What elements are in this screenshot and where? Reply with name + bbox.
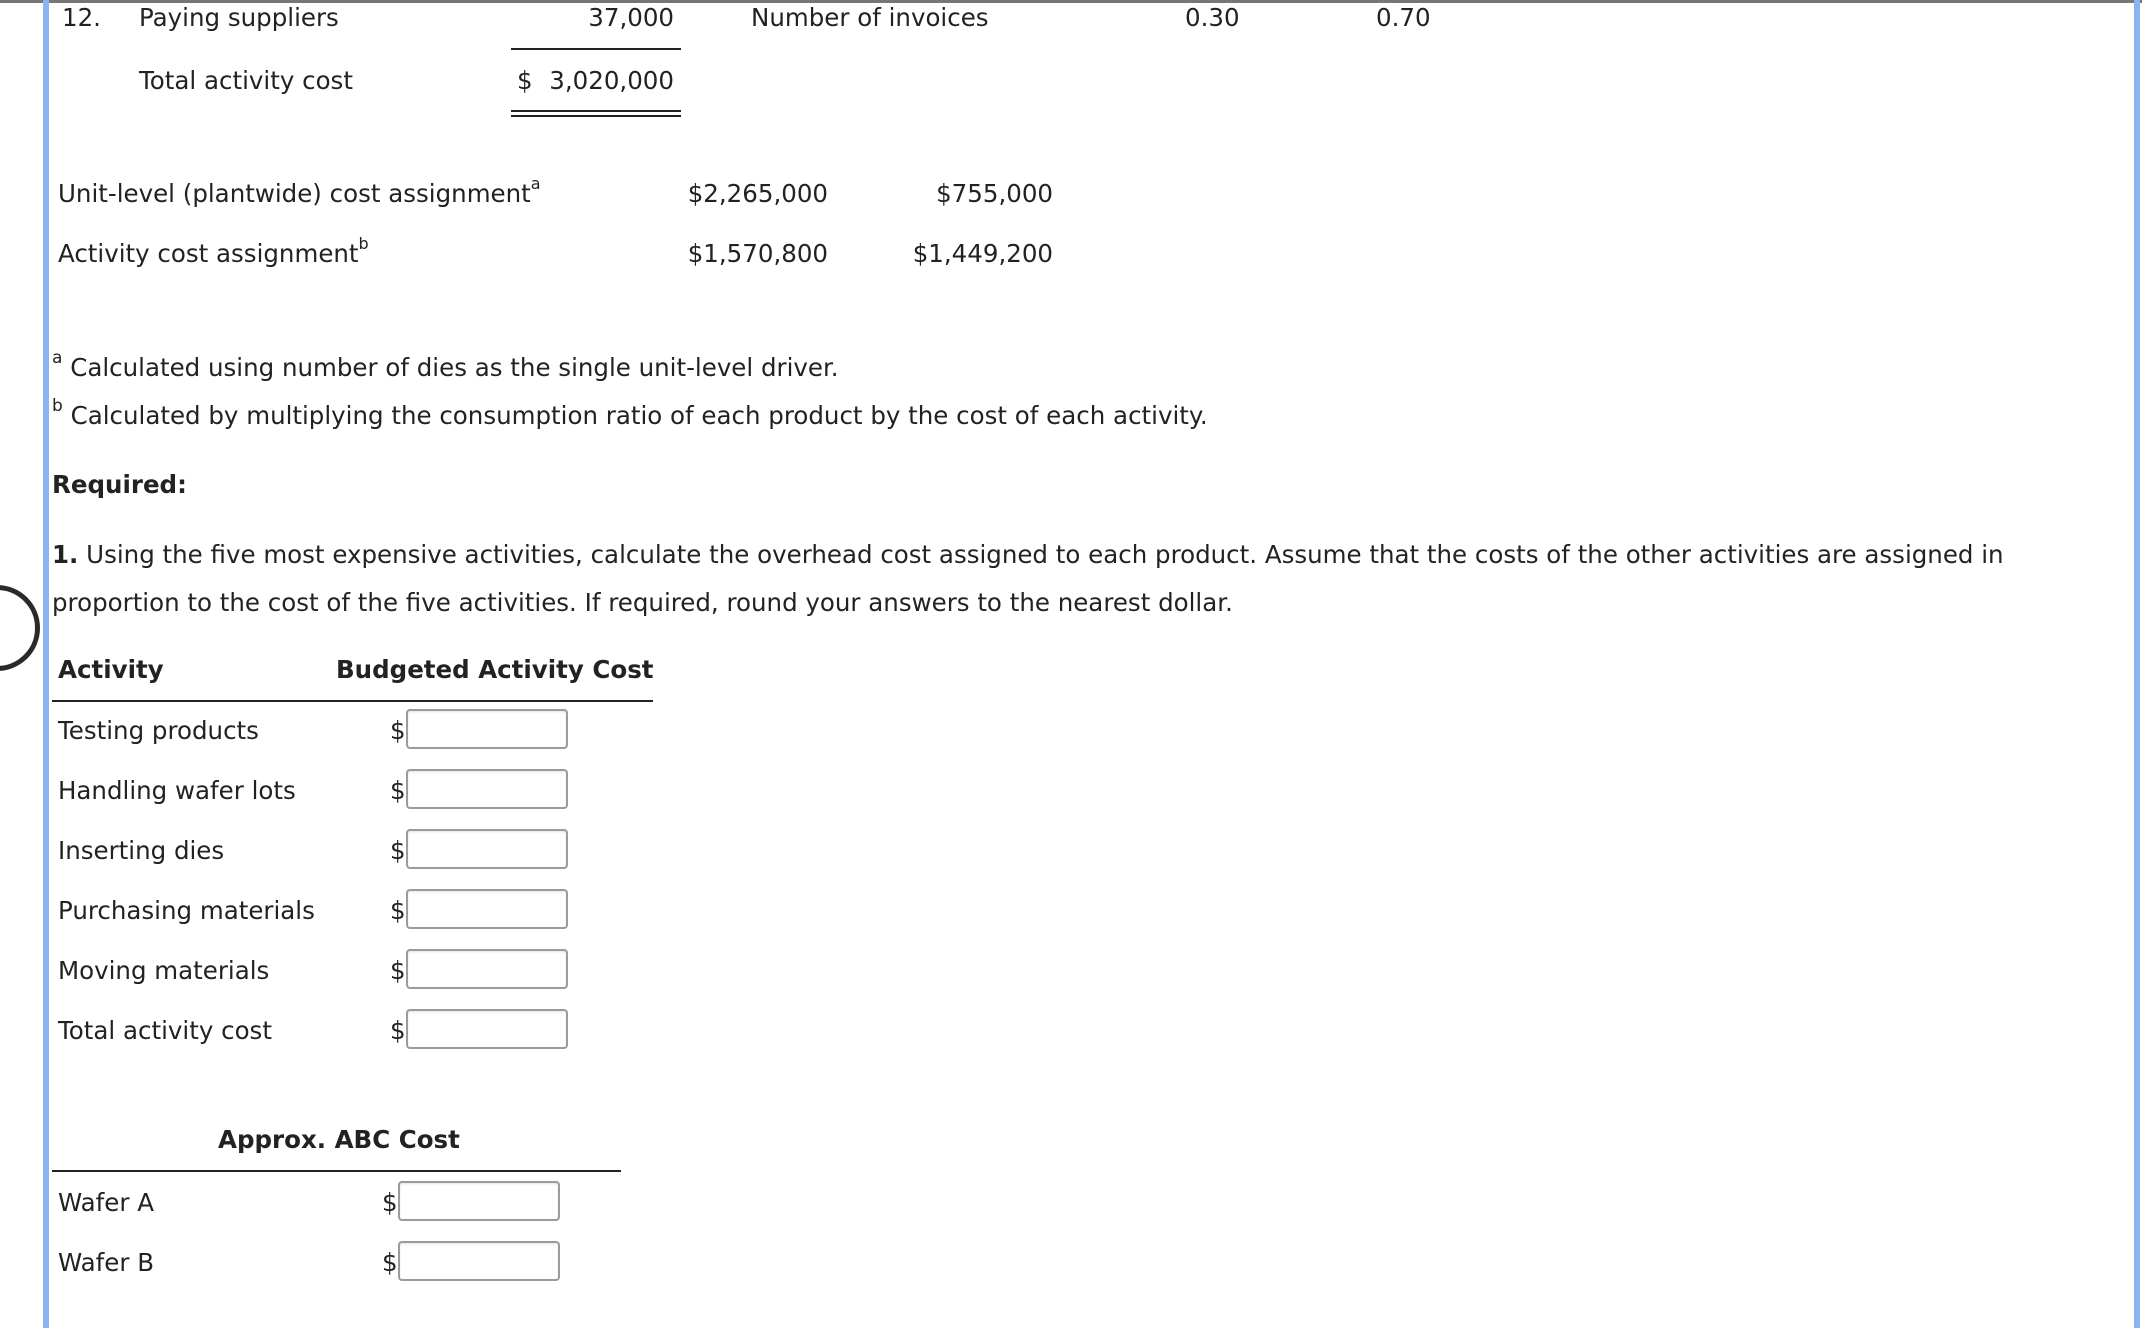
row-number: 12. [62,3,101,32]
inserting-dies-input[interactable] [406,829,568,869]
consumption-ratio-a: 0.30 [1185,3,1240,32]
activity-label: Inserting dies [58,836,225,865]
total-activity-cost-input[interactable] [406,1009,568,1049]
total-top-rule [511,48,681,50]
activity-cost: 37,000 [588,3,674,32]
required-heading: Required: [52,470,187,499]
right-accent-bar [2134,0,2140,1328]
abc-header-rule [52,1170,621,1172]
activity-label: Purchasing materials [58,896,315,925]
total-currency: $ [517,66,533,95]
total-double-rule-1 [511,110,681,112]
activity-label: Total activity cost [58,1016,272,1045]
footnote-a: $^a$ Calculated using number of dies as the single unit-level driver. [52,347,839,382]
currency-symbol: $ [390,836,406,865]
total-activity-cost-label: Total activity cost [139,66,353,95]
testing-products-input[interactable] [406,709,568,749]
total-activity-cost-value: 3,020,000 [549,66,674,95]
activity-label: Moving materials [58,956,270,985]
activity-label-paying-suppliers: Paying suppliers [139,3,339,32]
activity-wafer-b: $1,449,200 [912,239,1053,268]
budget-header-rule [52,700,653,702]
total-double-rule-2 [511,115,681,117]
col-header-activity: Activity [58,655,164,684]
unit-level-wafer-a: $2,265,000 [687,179,828,208]
currency-symbol: $ [390,716,406,745]
product-label: Wafer A [58,1188,154,1217]
moving-materials-input[interactable] [406,949,568,989]
currency-symbol: $ [390,896,406,925]
consumption-ratio-b: 0.70 [1376,3,1431,32]
activity-wafer-a: $1,570,800 [687,239,828,268]
handling-wafer-lots-input[interactable] [406,769,568,809]
activity-label: Handling wafer lots [58,776,296,805]
col-header-budgeted-cost: Budgeted Activity Cost [336,655,654,684]
unit-level-assignment-label: Unit-level (plantwide) cost assignment$^a$ [58,173,541,208]
currency-symbol: $ [382,1188,398,1217]
activity-label: Testing products [58,716,259,745]
left-accent-bar [43,0,49,1328]
activity-assignment-label: Activity cost assignment$^b$ [58,233,369,268]
product-label: Wafer B [58,1248,155,1277]
currency-symbol: $ [382,1248,398,1277]
activity-driver: Number of invoices [751,3,989,32]
currency-symbol: $ [390,1016,406,1045]
currency-symbol: $ [390,956,406,985]
currency-symbol: $ [390,776,406,805]
unit-level-wafer-b: $755,000 [936,179,1053,208]
navigation-circle-icon[interactable] [0,585,40,671]
purchasing-materials-input[interactable] [406,889,568,929]
footnote-mark-a: a [530,173,541,193]
abc-cost-header: Approx. ABC Cost [218,1125,460,1154]
wafer-b-abc-cost-input[interactable] [398,1241,560,1281]
footnote-mark-b: b [358,233,369,253]
question-1: 1. Using the five most expensive activities, calculate the overhead cost assigned to each product. Assume that the costs of the other activities are assigned in proportion to the cost of the five activities. If required, round your answers to the nearest dollar. [52,540,2004,617]
footnote-b: $^b$ Calculated by multiplying the consumption ratio of each product by the cost of each activity. [52,395,1208,430]
wafer-a-abc-cost-input[interactable] [398,1181,560,1221]
